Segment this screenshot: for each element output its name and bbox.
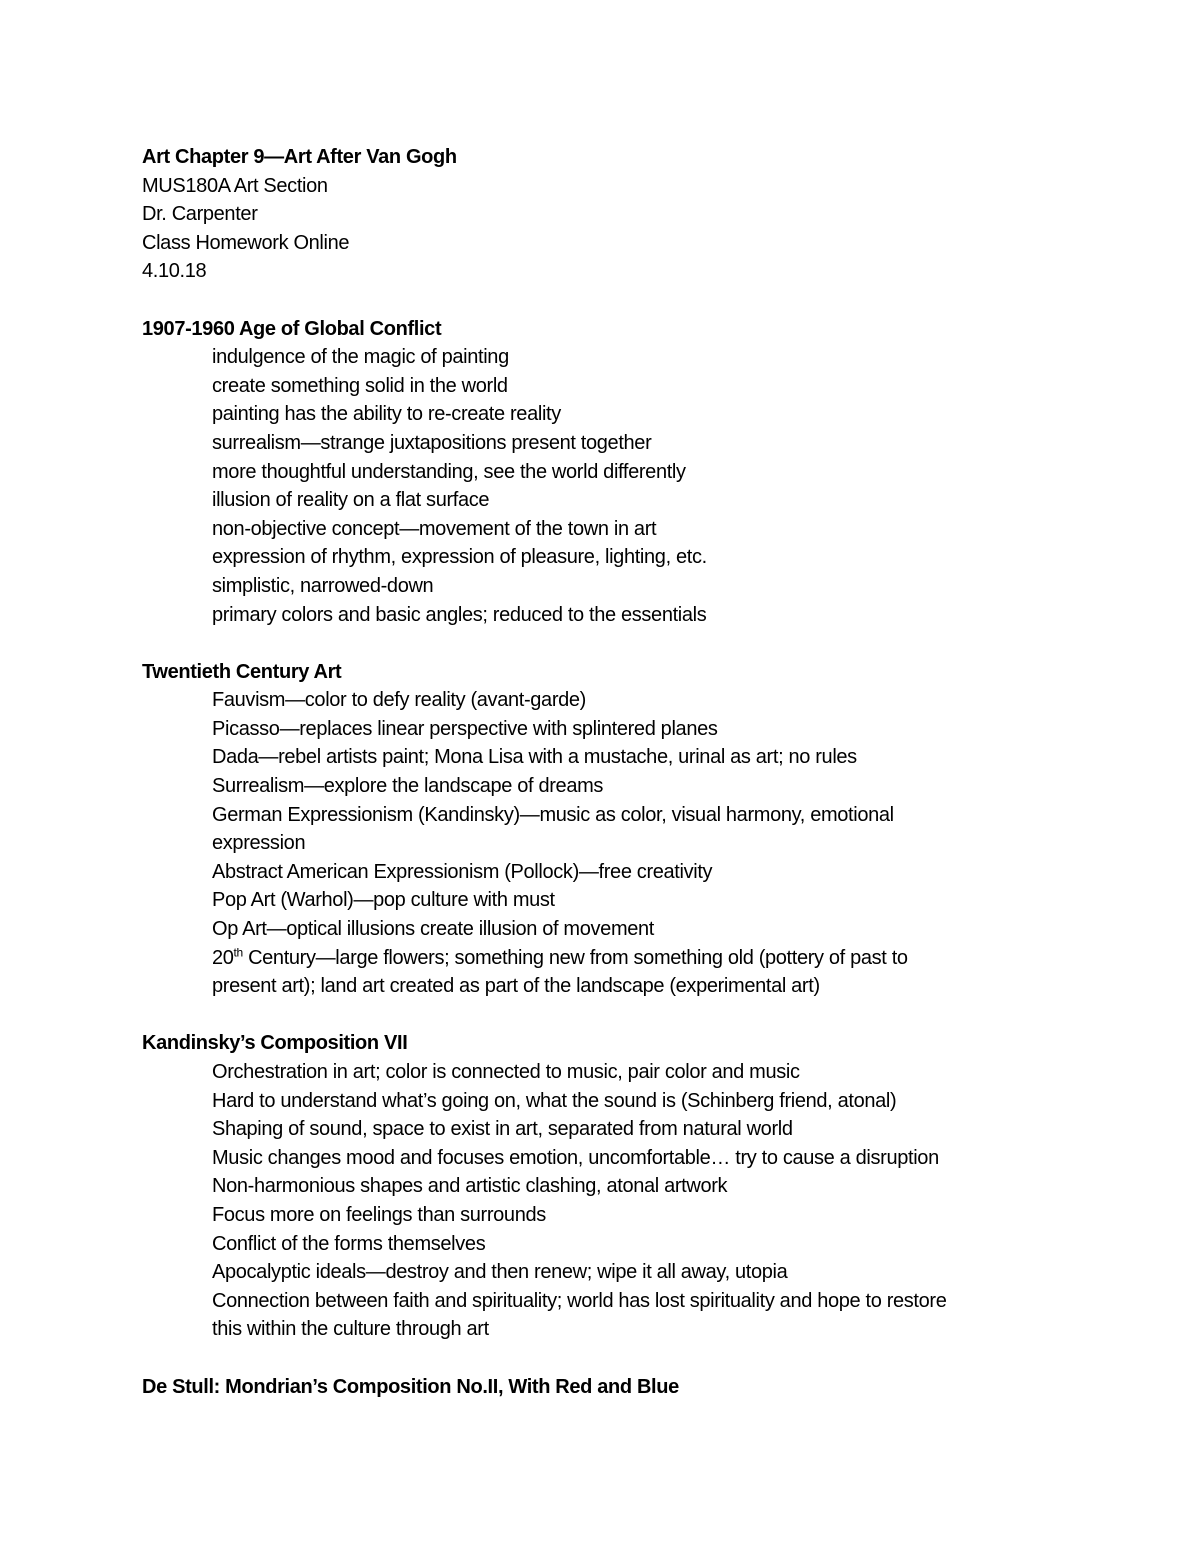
list-item: Fauvism—color to defy reality (avant-garde) (212, 689, 586, 712)
list-item: Focus more on feelings than surrounds (212, 1203, 546, 1226)
document-title: Art Chapter 9—Art After Van Gogh (142, 146, 457, 168)
list-item: Pop Art (Warhol)—pop culture with must (212, 889, 555, 912)
section-heading-global-conflict: 1907-1960 Age of Global Conflict (142, 317, 442, 340)
list-item: expression of rhythm, expression of pleasure, lighting, etc. (212, 546, 707, 569)
list-item: Abstract American Expressionism (Pollock)—free creativity (212, 860, 713, 883)
section-heading-twentieth-century: Twentieth Century Art (142, 660, 342, 683)
list-item: Orchestration in art; color is connected to music, pair color and music (212, 1061, 800, 1083)
list-item: Picasso—replaces linear perspective with splintered planes (212, 717, 718, 740)
list-item: Surrealism—explore the landscape of dreams (212, 775, 604, 798)
spacer (142, 629, 1102, 658)
list-item: create something solid in the world (212, 374, 508, 397)
list-item: Dada—rebel artists paint; Mona Lisa with a mustache, urinal as art; no rules (212, 746, 857, 769)
list-item-continuation: this within the culture through art (212, 1318, 489, 1341)
list-item: Shaping of sound, space to exist in art, separated from natural world (212, 1118, 793, 1141)
list-item: Non-harmonious shapes and artistic clashing, atonal artwork (212, 1175, 728, 1198)
list-item: Music changes mood and focuses emotion, uncomfortable… try to cause a disruption (212, 1146, 939, 1169)
assignment-name: Class Homework Online (142, 231, 350, 254)
instructor-name: Dr. Carpenter (142, 203, 258, 226)
list-item-twentieth-century (142, 944, 1102, 973)
century-superscript: th (233, 944, 243, 959)
list-item: Conflict of the forms themselves (212, 1232, 486, 1255)
list-item: Apocalyptic ideals—destroy and then renew; wipe it all away, utopia (212, 1261, 788, 1284)
list-item: German Expressionism (Kandinsky)—music as color, visual harmony, emotional (212, 803, 894, 826)
list-item-continuation: expression (212, 832, 306, 855)
list-item: indulgence of the magic of painting (212, 346, 509, 369)
century-text: Century—large flowers; something new from something old (pottery of past to (242, 946, 908, 969)
list-item: more thoughtful understanding, see the world differently (212, 460, 686, 483)
spacer (142, 1344, 1102, 1373)
list-item-continuation: present art); land art created as part of the landscape (experimental art) (212, 975, 820, 998)
document-date: 4.10.18 (142, 260, 207, 283)
list-item: non-objective concept—movement of the town in art (212, 517, 657, 540)
list-item: illusion of reality on a flat surface (212, 489, 490, 512)
section-heading-mondrian: De Stull: Mondrian’s Composition No.II, With Red and Blue (142, 1375, 679, 1398)
document-body (142, 143, 1102, 1401)
spacer (142, 1001, 1102, 1030)
course-name: MUS180A Art Section (142, 174, 328, 197)
list-item: Connection between faith and spirituality; world has lost spirituality and hope to restore (212, 1289, 947, 1312)
list-item: Op Art—optical illusions create illusion of movement (212, 918, 655, 941)
spacer (142, 286, 1102, 315)
list-item: surrealism—strange juxtapositions present together (212, 431, 652, 454)
list-item: primary colors and basic angles; reduced to the essentials (212, 603, 707, 626)
list-item: painting has the ability to re-create reality (212, 403, 561, 426)
list-item: simplistic, narrowed-down (212, 574, 434, 597)
list-item: Hard to understand what’s going on, what the sound is (Schinberg friend, atonal) (212, 1089, 897, 1112)
section-heading-kandinsky: Kandinsky’s Composition VII (142, 1032, 408, 1055)
century-number: 20 (212, 946, 234, 969)
